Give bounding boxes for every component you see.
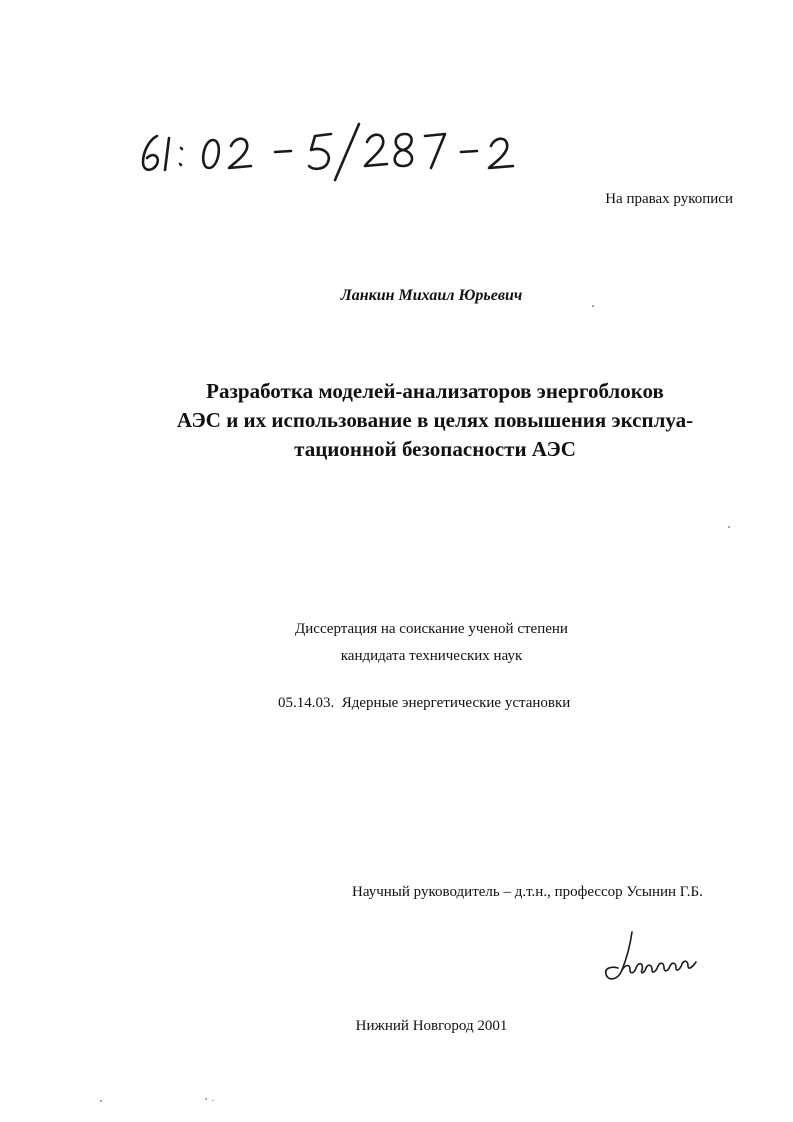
degree-line: кандидата технических наук: [340, 648, 523, 664]
city-year: Нижний Новгород 2001: [355, 1018, 508, 1034]
thesis-title-line: тационной безопасности АЭС: [294, 437, 576, 461]
scan-speck: [592, 305, 594, 307]
handwritten-library-code-image: [135, 118, 525, 188]
rights-note: На правах рукописи: [605, 191, 733, 207]
specialty-name: Ядерные энергетические установки: [341, 695, 571, 711]
handwritten-library-code: [135, 118, 525, 188]
degree-line: Диссертация на соискание ученой степени: [295, 621, 568, 637]
specialty: [278, 695, 570, 712]
signature-image: [600, 928, 710, 988]
supervisor: Научный руководитель – д.т.н., профессор Усынин Г.Б.: [352, 884, 703, 900]
specialty-code: 05.14.03.: [278, 695, 335, 711]
degree-statement: [0, 616, 793, 670]
thesis-title-line: Разработка моделей-анализаторов энергоблоков: [206, 379, 664, 403]
thesis-title: [130, 377, 740, 464]
thesis-title-line: АЭС и их использование в целях повышения эксплуа-: [176, 408, 694, 432]
signature: [600, 928, 710, 988]
scan-speck: [212, 1100, 214, 1101]
author-name: Ланкин Михаил Юрьевич: [340, 287, 523, 304]
scan-speck: [100, 1100, 102, 1102]
scan-speck: [728, 526, 730, 528]
scan-speck: [205, 1098, 207, 1100]
